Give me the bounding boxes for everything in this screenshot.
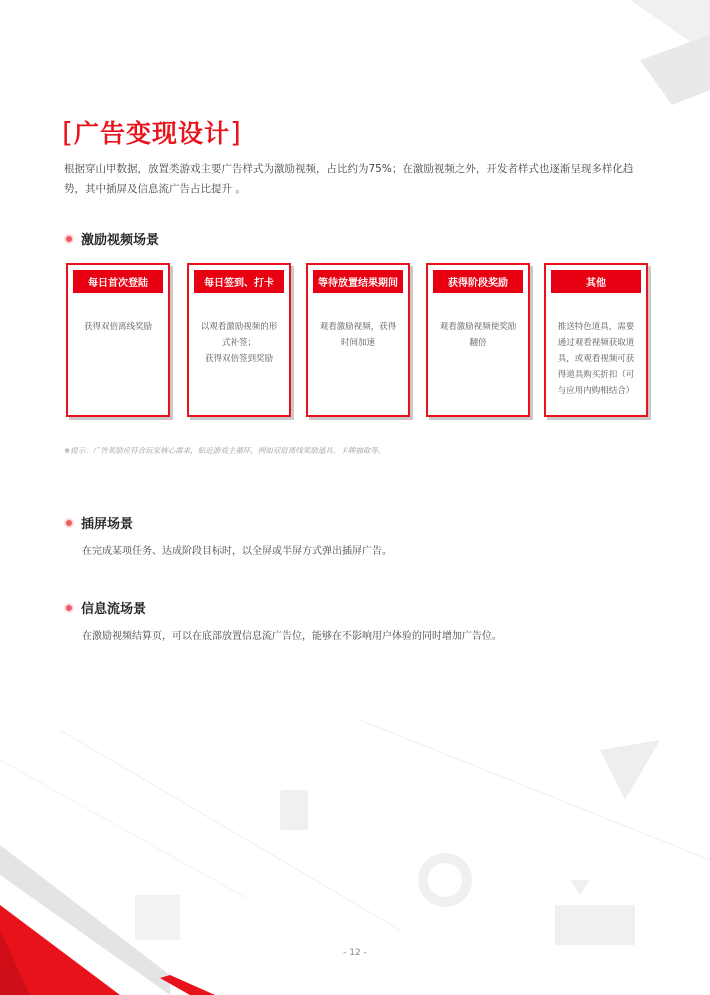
card-title: 其他 (551, 270, 641, 293)
bullet-dot-icon (66, 236, 72, 242)
intro-line: 根据穿山甲数据，放置类游戏主要广告样式为激励视频，占比约为75%；在激励视频之外，开发者样式也逐渐呈现多样化趋 (64, 163, 634, 175)
section-heading-text: 激励视频场景 (81, 233, 160, 248)
card-title: 获得阶段奖励 (433, 270, 523, 293)
scenario-card (544, 263, 648, 417)
tip-note: ※提示：广告奖励应符合玩家核心需求，贴近游戏主循环，例如双倍离线奖励道具、卡牌抽取等。 (64, 446, 386, 455)
card-body (315, 319, 401, 351)
section-heading-interstitial (66, 513, 133, 532)
section-heading-text: 信息流场景 (81, 602, 147, 617)
card-line: 翻倍 (469, 338, 487, 348)
bullet-dot-icon (66, 605, 72, 611)
title-right-bracket: ] (229, 116, 242, 149)
card-line: 具，或观看视频可获 (557, 354, 635, 364)
card-line: 时间加速 (340, 338, 375, 348)
card-line: 得道具购买折扣（可 (557, 370, 635, 380)
intro-line: 势，其中插屏及信息流广告占比提升 。 (64, 183, 246, 195)
scenario-card (426, 263, 530, 417)
section-heading-feed (66, 598, 146, 617)
scenario-card (66, 263, 170, 417)
card-line: 获得双倍签到奖励 (204, 354, 273, 364)
card-body (553, 319, 639, 399)
card-body (196, 319, 282, 367)
card-line: 观看激励视频，获得 (319, 322, 397, 332)
scenario-card (187, 263, 291, 417)
card-line: 获得双倍离线奖励 (83, 322, 152, 332)
card-title: 每日签到、打卡 (194, 270, 284, 293)
card-line: 观看激励视频使奖励 (439, 322, 517, 332)
bullet-dot-icon (66, 520, 72, 526)
section-description: 在完成某项任务、达成阶段目标时，以全屏或半屏方式弹出插屏广告。 (82, 546, 392, 557)
card-line: 推送特色道具，需要 (557, 322, 635, 332)
card-title: 等待放置结果期间 (313, 270, 403, 293)
section-heading-rewarded (66, 229, 159, 248)
title-left-bracket: [ (62, 116, 74, 149)
scenario-card (306, 263, 410, 417)
page-number: - 12 - (343, 948, 367, 958)
page-title (62, 114, 242, 150)
card-line: 式补签； (221, 338, 256, 348)
card-title: 每日首次登陆 (73, 270, 163, 293)
card-body (75, 319, 161, 335)
section-heading-text: 插屏场景 (81, 517, 134, 532)
card-body (435, 319, 521, 351)
card-line: 与应用内购相结合） (557, 386, 635, 396)
card-line: 以观看激励视频的形 (200, 322, 278, 332)
title-text: 广告变现设计 (73, 119, 230, 148)
card-line: 通过观看视频获取道 (557, 338, 635, 348)
scenario-cards (64, 263, 654, 423)
intro-paragraph (64, 159, 664, 199)
section-description: 在激励视频结算页，可以在底部放置信息流广告位，能够在不影响用户体验的同时增加广告位。 (82, 631, 502, 642)
